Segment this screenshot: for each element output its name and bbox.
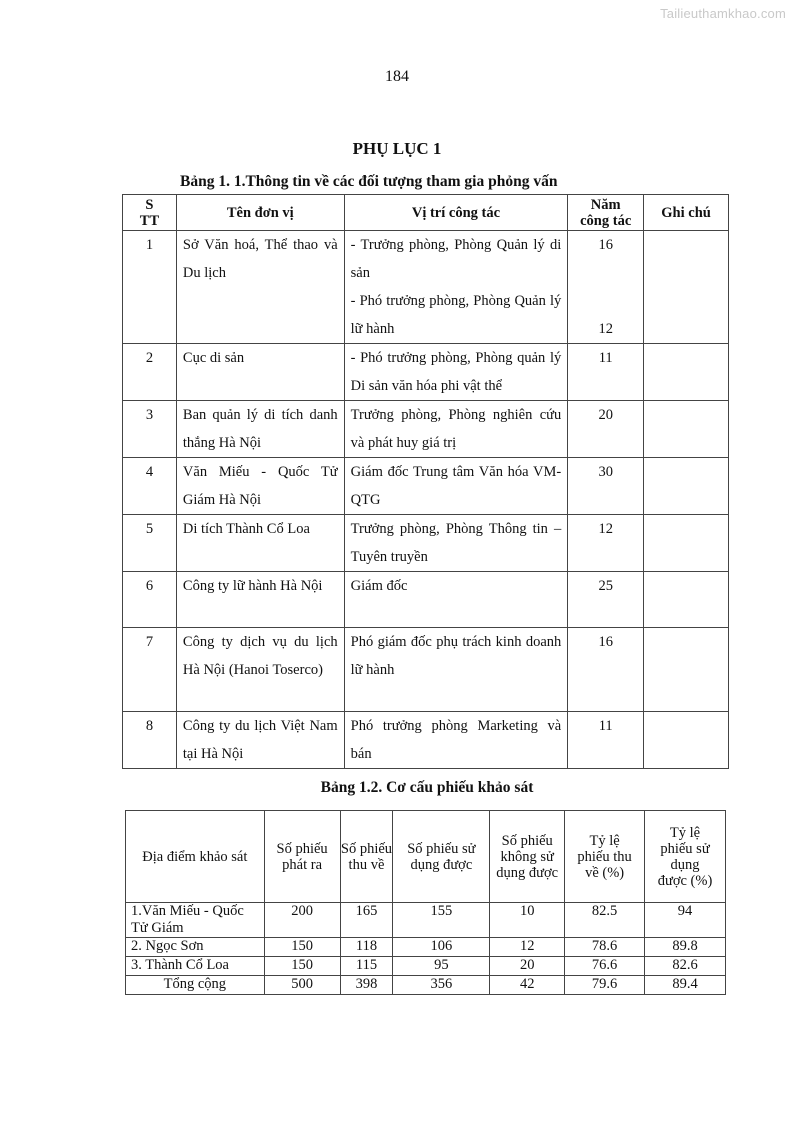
table-header-row — [123, 195, 729, 231]
cell-issued: 200 — [264, 903, 340, 938]
cell-unit: Di tích Thành Cổ Loa — [176, 515, 344, 572]
cell-years: 25 — [568, 572, 644, 628]
cell-issued: 150 — [264, 938, 340, 957]
header-usable: Số phiếu sử dụng được — [393, 811, 490, 903]
table-row — [123, 628, 729, 712]
cell-return-rate: 82.5 — [565, 903, 645, 938]
cell-note — [644, 572, 729, 628]
cell-note — [644, 401, 729, 458]
interviewee-table — [122, 194, 729, 769]
cell-note — [644, 515, 729, 572]
cell-years: 16 — [568, 628, 644, 712]
cell-years-2: 12 — [598, 321, 613, 337]
cell-stt: 1 — [123, 231, 177, 344]
cell-unusable: 10 — [490, 903, 565, 938]
survey-structure-table — [125, 810, 726, 995]
cell-position: Phó trưởng phòng Marketing và bán — [344, 712, 568, 769]
cell-unit: Công ty du lịch Việt Nam tại Hà Nội — [176, 712, 344, 769]
appendix-title: PHỤ LỤC 1 — [352, 139, 442, 158]
table-row — [123, 401, 729, 458]
cell-return-rate: 76.6 — [565, 957, 645, 976]
cell-position: Trưởng phòng, Phòng nghiên cứu và phát huy giá trị — [344, 401, 568, 458]
cell-unit: Ban quản lý di tích danh thắng Hà Nội — [176, 401, 344, 458]
cell-unit: Công ty dịch vụ du lịch Hà Nội (Hanoi Toserco) — [176, 628, 344, 712]
cell-usable-rate: 89.8 — [645, 938, 726, 957]
header-years-line2: công tác — [580, 212, 632, 229]
table-row — [123, 515, 729, 572]
cell-stt: 8 — [123, 712, 177, 769]
cell-stt: 2 — [123, 344, 177, 401]
watermark: Tailieuthamkhao.com — [660, 6, 786, 21]
table-row — [123, 572, 729, 628]
header-stt-line1: S — [145, 196, 154, 213]
cell-returned: 118 — [340, 938, 393, 957]
cell-years: 30 — [568, 458, 644, 515]
cell-stt: 3 — [123, 401, 177, 458]
header-years-line1: Năm — [590, 196, 621, 213]
header-position: Vị trí công tác — [344, 195, 568, 231]
header-issued: Số phiếu phát ra — [264, 811, 340, 903]
cell-years: 11 — [568, 344, 644, 401]
cell-usable: 106 — [393, 938, 490, 957]
table-header-row — [126, 811, 726, 903]
cell-unusable: 42 — [490, 976, 565, 995]
cell-years: 12 — [568, 515, 644, 572]
cell-unusable: 20 — [490, 957, 565, 976]
cell-years: 20 — [568, 401, 644, 458]
table-row — [123, 344, 729, 401]
cell-location: Tổng cộng — [126, 976, 265, 995]
cell-unusable: 12 — [490, 938, 565, 957]
cell-position: Phó giám đốc phụ trách kinh doanh lữ hành — [344, 628, 568, 712]
table-row — [123, 458, 729, 515]
header-return-rate: Tỷ lệ phiếu thu về (%) — [565, 811, 645, 903]
cell-returned: 165 — [340, 903, 393, 938]
header-unusable: Số phiếu không sử dụng được — [490, 811, 565, 903]
cell-unit: Văn Miếu - Quốc Tử Giám Hà Nội — [176, 458, 344, 515]
header-stt-line2: TT — [139, 212, 160, 229]
cell-note — [644, 344, 729, 401]
cell-position — [344, 231, 568, 344]
header-returned: Số phiếu thu về — [340, 811, 393, 903]
cell-location: 1.Văn Miếu - Quốc Tử Giám — [126, 903, 265, 938]
page-number: 184 — [385, 68, 409, 85]
cell-location: 3. Thành Cổ Loa — [126, 957, 265, 976]
cell-issued: 500 — [264, 976, 340, 995]
table2-caption: Bảng 1.2. Cơ cấu phiếu khảo sát — [320, 779, 534, 796]
cell-position: Giám đốc Trung tâm Văn hóa VM-QTG — [344, 458, 568, 515]
header-location: Địa điểm khảo sát — [126, 811, 265, 903]
cell-position: - Phó trưởng phòng, Phòng quản lý Di sản văn hóa phi vật thể — [344, 344, 568, 401]
cell-position: Trưởng phòng, Phòng Thông tin – Tuyên truyền — [344, 515, 568, 572]
cell-stt: 5 — [123, 515, 177, 572]
cell-position-2: - Phó trưởng phòng, Phòng Quản lý lữ hành — [350, 293, 562, 337]
cell-years — [568, 231, 644, 344]
cell-returned: 398 — [340, 976, 393, 995]
cell-issued: 150 — [264, 957, 340, 976]
table-row — [126, 938, 726, 957]
cell-usable: 155 — [393, 903, 490, 938]
header-note: Ghi chú — [644, 195, 729, 231]
header-usable-rate: Tỷ lệ phiếu sử dụng được (%) — [645, 811, 726, 903]
table1-caption: Bảng 1. 1.Thông tin về các đối tượng tham gia phỏng vấn — [180, 173, 558, 190]
cell-usable-rate: 94 — [645, 903, 726, 938]
table-row — [126, 957, 726, 976]
table-row — [126, 903, 726, 938]
cell-unit: Công ty lữ hành Hà Nội — [176, 572, 344, 628]
cell-stt: 6 — [123, 572, 177, 628]
cell-usable: 356 — [393, 976, 490, 995]
cell-stt: 4 — [123, 458, 177, 515]
header-years — [568, 195, 644, 231]
cell-unit: Cục di sản — [176, 344, 344, 401]
cell-note — [644, 458, 729, 515]
cell-usable-rate: 89.4 — [645, 976, 726, 995]
cell-years-1: 16 — [598, 237, 613, 253]
table-row — [123, 231, 729, 344]
cell-return-rate: 79.6 — [565, 976, 645, 995]
cell-return-rate: 78.6 — [565, 938, 645, 957]
header-unit: Tên đơn vị — [176, 195, 344, 231]
cell-position-1: - Trưởng phòng, Phòng Quản lý di sản — [350, 237, 562, 281]
cell-note — [644, 231, 729, 344]
cell-usable-rate: 82.6 — [645, 957, 726, 976]
cell-usable: 95 — [393, 957, 490, 976]
cell-note — [644, 712, 729, 769]
cell-stt: 7 — [123, 628, 177, 712]
cell-position: Giám đốc — [344, 572, 568, 628]
header-stt — [123, 195, 177, 231]
cell-unit: Sở Văn hoá, Thể thao và Du lịch — [176, 231, 344, 344]
cell-returned: 115 — [340, 957, 393, 976]
table-total-row — [126, 976, 726, 995]
table-row — [123, 712, 729, 769]
cell-note — [644, 628, 729, 712]
cell-location: 2. Ngọc Sơn — [126, 938, 265, 957]
cell-years: 11 — [568, 712, 644, 769]
